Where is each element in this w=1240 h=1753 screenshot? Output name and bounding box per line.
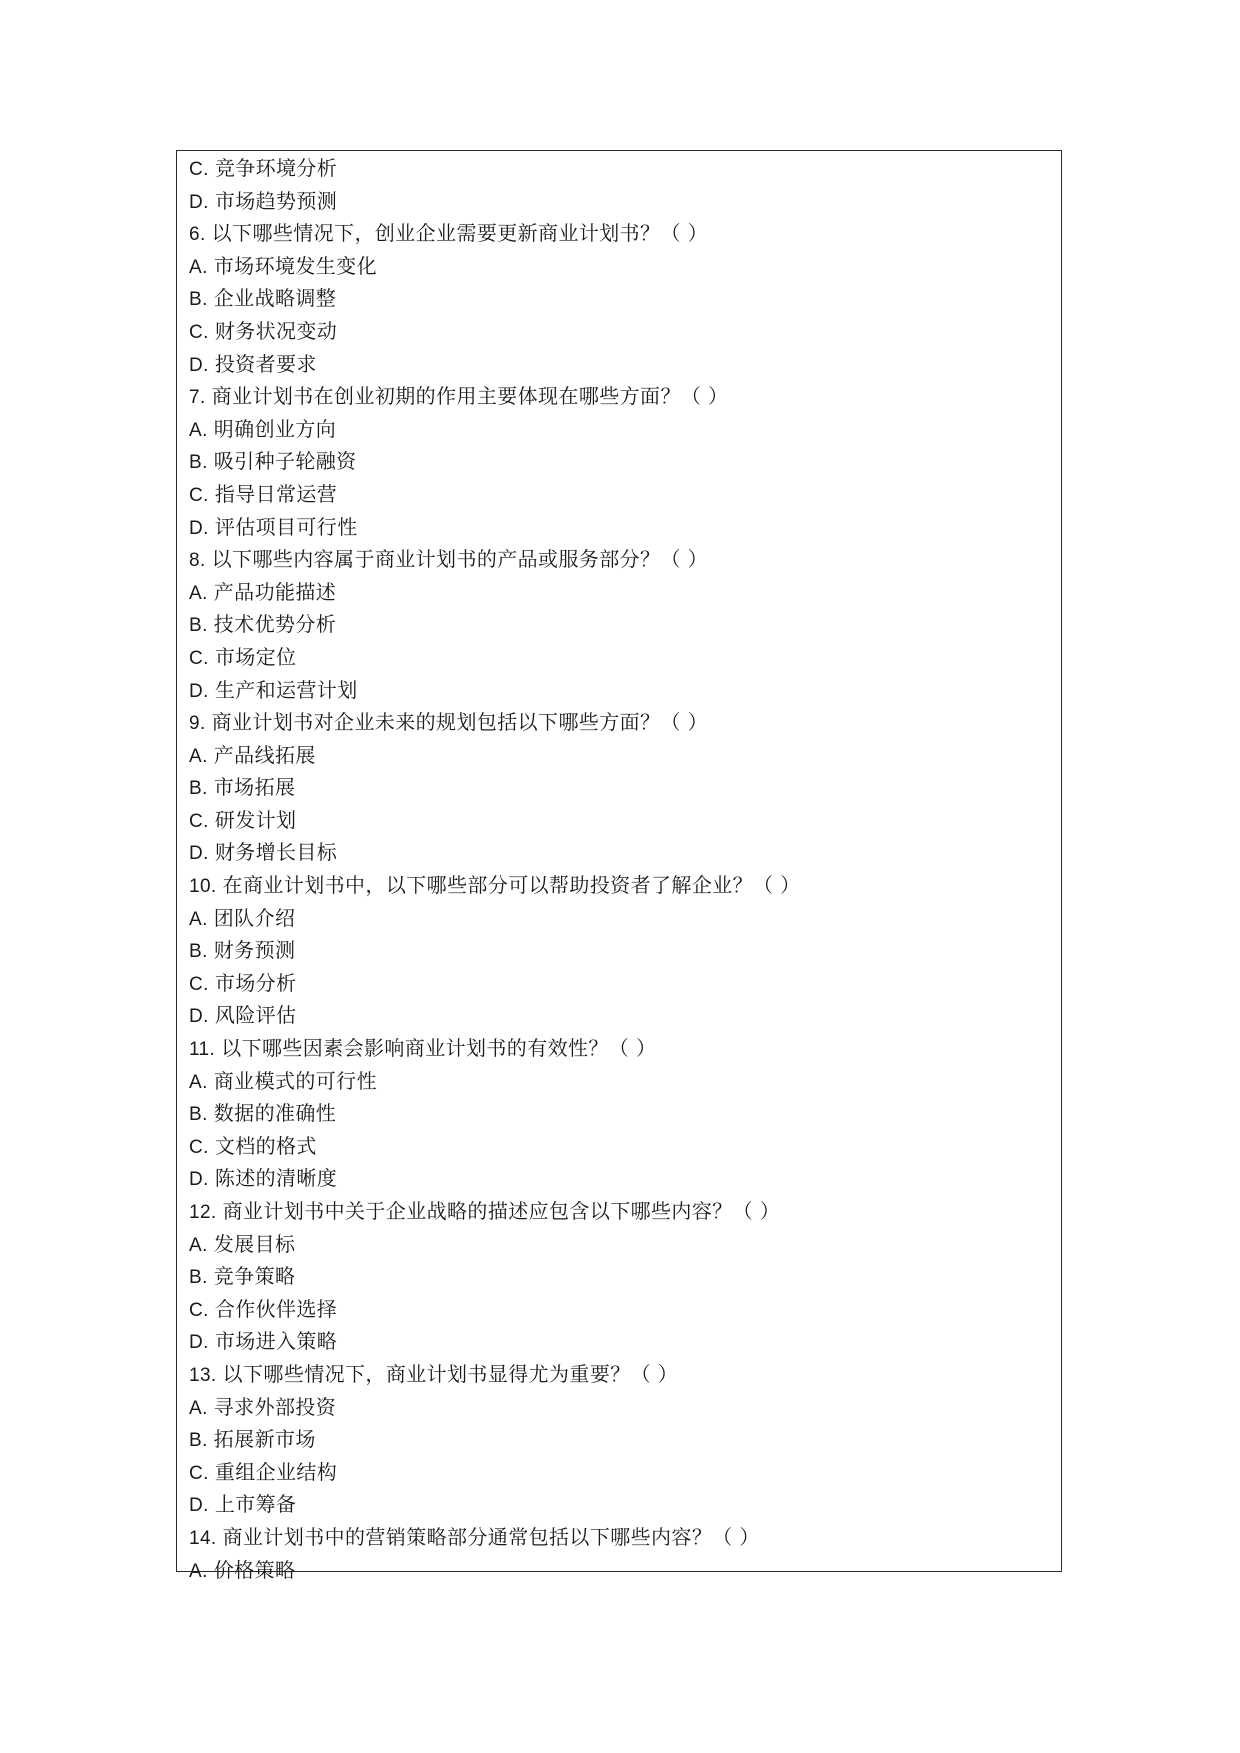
option-line [189,478,1051,511]
option-line [189,576,1051,609]
option-line [189,250,1051,283]
option-line [189,1162,1051,1195]
option-label: B. [189,615,208,637]
question-line [189,706,1051,739]
option-label: C. [189,973,209,995]
option-text: 技术优势分析 [213,612,337,637]
option-label: D. [189,843,209,865]
option-text: 市场拓展 [213,775,296,800]
option-label: D. [189,1006,209,1028]
question-number: 8. [189,550,206,572]
option-text: 产品功能描述 [213,579,337,604]
question-text: 以下哪些情况下，商业计划书显得尤为重要？（ ） [222,1361,679,1386]
option-line [189,1130,1051,1163]
option-text: 文档的格式 [214,1133,317,1158]
question-text: 以下哪些情况下，创业企业需要更新商业计划书？（ ） [211,221,709,246]
option-text: 企业战略调整 [213,286,337,311]
question-number: 12. [189,1202,217,1223]
option-label: C. [189,1462,209,1484]
option-line [189,804,1051,837]
option-text: 明确创业方向 [213,416,337,441]
option-line [189,315,1051,348]
option-line [189,771,1051,804]
option-label: C. [189,159,209,180]
question-line [189,1521,1051,1554]
option-text: 研发计划 [214,807,297,832]
question-number: 6. [189,224,206,246]
option-text: 投资者要求 [214,351,317,376]
option-text: 风险评估 [214,1003,297,1028]
question-text: 商业计划书中关于企业战略的描述应包含以下哪些内容？（ ） [222,1199,781,1223]
option-text: 商业模式的可行性 [213,1068,377,1093]
option-label: D. [189,1332,209,1354]
option-line [189,967,1051,1000]
option-text: 市场环境发生变化 [213,253,377,278]
option-line [189,413,1051,446]
question-line [189,380,1051,413]
option-line [189,1488,1051,1521]
question-line [189,1032,1051,1065]
option-text: 上市筹备 [214,1492,297,1517]
option-text: 指导日常运营 [214,481,338,506]
option-line [189,348,1051,381]
option-label: A. [189,908,208,930]
option-label: C. [189,1136,209,1158]
question-table-cell [176,150,1062,1582]
option-text: 陈述的清晰度 [214,1166,338,1191]
question-text: 在商业计划书中，以下哪些部分可以帮助投资者了解企业？（ ） [222,873,801,898]
question-number: 11. [189,1039,216,1061]
question-text: 以下哪些因素会影响商业计划书的有效性？（ ） [221,1036,657,1061]
option-text: 财务预测 [213,938,296,963]
option-text: 竞争环境分析 [214,156,338,180]
option-line [189,674,1051,707]
option-text: 数据的准确性 [213,1101,337,1126]
option-text: 产品线拓展 [213,742,316,767]
option-label: A. [189,1071,208,1093]
option-text: 寻求外部投资 [213,1394,337,1419]
option-label: A. [189,256,208,278]
option-label: B. [189,1430,208,1452]
option-label: A. [189,1234,208,1256]
option-label: A. [189,1397,208,1419]
option-text: 财务状况变动 [214,318,338,343]
question-line [189,1358,1051,1391]
question-number: 13. [189,1364,217,1386]
question-text: 商业计划书对企业未来的规划包括以下哪些方面？（ ） [211,710,709,735]
option-label: B. [189,289,208,311]
option-line [189,608,1051,641]
option-line [189,999,1051,1032]
option-text: 市场分析 [214,970,297,995]
option-label: D. [189,680,209,702]
option-label: B. [189,778,208,800]
option-label: D. [189,1169,209,1191]
question-number: 7. [189,387,206,409]
option-text: 重组企业结构 [214,1459,338,1484]
option-line [189,641,1051,674]
option-line [189,511,1051,544]
option-text: 财务增长目标 [214,840,338,865]
option-line [189,934,1051,967]
option-label: B. [189,452,208,474]
option-label: A. [189,745,208,767]
option-line [189,1260,1051,1293]
option-label: D. [189,191,209,213]
option-text: 合作伙伴选择 [214,1296,338,1321]
question-text: 商业计划书在创业初期的作用主要体现在哪些方面？（ ） [211,384,729,409]
question-line [189,543,1051,576]
option-line [189,1554,1051,1587]
option-text: 竞争策略 [213,1264,296,1289]
option-line [189,1065,1051,1098]
option-label: B. [189,1104,208,1126]
option-line [189,902,1051,935]
option-label: B. [189,941,208,963]
option-label: C. [189,321,209,343]
option-text: 吸引种子轮融资 [213,449,357,474]
option-text: 评估项目可行性 [214,514,358,539]
option-line [189,739,1051,772]
option-text: 市场进入策略 [214,1329,338,1354]
question-line [189,1195,1051,1228]
option-text: 生产和运营计划 [214,677,358,702]
option-label: D. [189,517,209,539]
option-line [189,1391,1051,1424]
option-text: 市场定位 [214,644,297,669]
option-label: A. [189,1560,208,1582]
option-line [189,1097,1051,1130]
question-line [189,217,1051,250]
question-text: 商业计划书中的营销策略部分通常包括以下哪些内容？（ ） [222,1524,760,1549]
question-number: 10. [189,876,217,898]
option-label: C. [189,1299,209,1321]
option-text: 发展目标 [213,1231,296,1256]
option-line [189,1325,1051,1358]
question-number: 9. [189,713,206,735]
option-line [189,185,1051,218]
option-label: B. [189,1267,208,1289]
option-text: 团队介绍 [213,905,296,930]
option-line [189,1423,1051,1456]
option-line [189,1228,1051,1261]
option-line [189,445,1051,478]
option-label: C. [189,647,209,669]
option-label: A. [189,582,208,604]
option-line [189,282,1051,315]
question-number: 14. [189,1527,217,1549]
option-line [189,836,1051,869]
option-text: 价格策略 [213,1557,296,1582]
option-label: D. [189,354,209,376]
question-line [189,869,1051,902]
option-line [189,1456,1051,1489]
question-text: 以下哪些内容属于商业计划书的产品或服务部分？（ ） [211,547,709,572]
option-line [189,1293,1051,1326]
option-text: 市场趋势预测 [214,188,338,213]
option-label: C. [189,484,209,506]
option-label: D. [189,1495,209,1517]
option-line [189,152,1051,185]
option-text: 拓展新市场 [213,1427,316,1452]
option-label: C. [189,810,209,832]
option-label: A. [189,419,208,441]
